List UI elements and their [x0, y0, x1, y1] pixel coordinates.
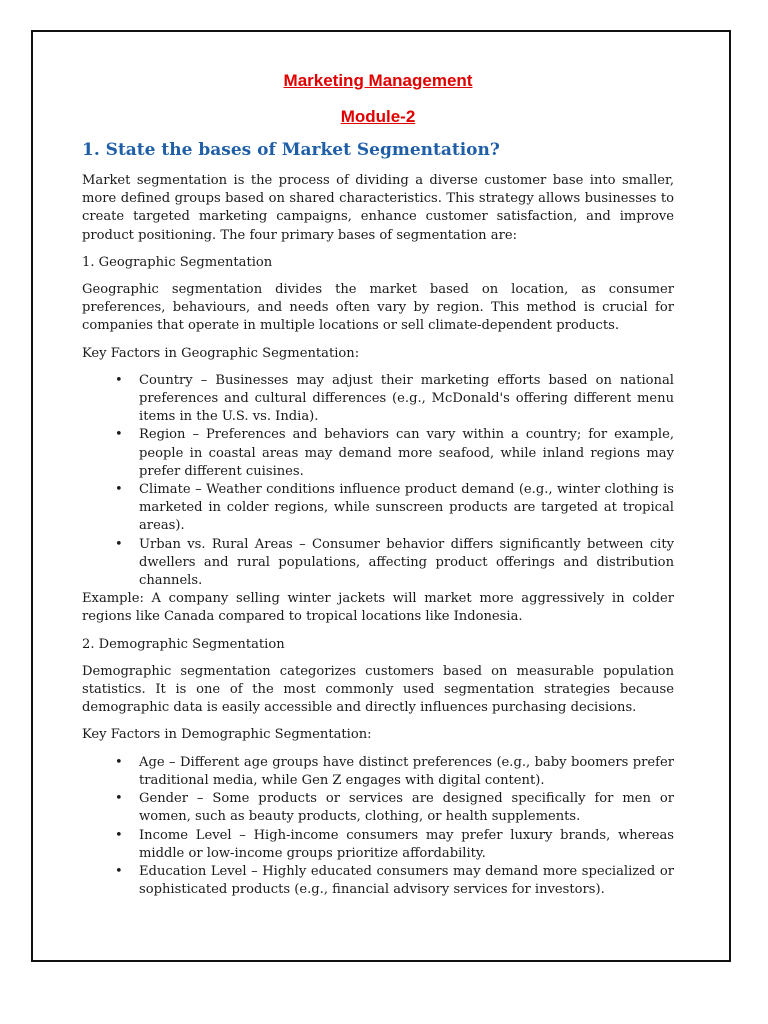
bullet-icon: • — [115, 827, 123, 843]
list-item: • Region – Preferences and behaviors can vary within a country; for example, people in coastal areas may demand more seafood, while inland regions may prefer different cuisines. — [115, 427, 674, 479]
geo-factors-heading: Key Factors in Geographic Segmentation: — [82, 345, 360, 361]
geo-factors-list — [82, 372, 674, 590]
document-title: Marketing Management — [283, 71, 473, 90]
bullet-icon: • — [115, 791, 123, 807]
geo-example: Example: A company selling winter jackets will market more aggressively in colder regions like Canada compared to tropical locations like Indonesia. — [82, 591, 674, 625]
demo-description: Demographic segmentation categorizes customers based on measurable population statistics. It is one of the most commonly used segmentation strategies because demographic data is easily accessible and directly influences purchasing decisions. — [82, 663, 674, 716]
document-body — [82, 68, 674, 899]
list-item: • Climate – Weather conditions influence product demand (e.g., winter clothing is marketed in colder regions, while sunscreen products are targeted at tropical areas). — [115, 482, 674, 534]
intro-paragraph: Market segmentation is the process of dividing a diverse customer base into smaller, more defined groups based on shared characteristics. This strategy allows businesses to create targeted marketing campaigns, enhance customer satisfaction, and improve product positioning. The four primary bases of segmentation are: — [82, 173, 674, 243]
list-item: • Gender – Some products or services are designed specifically for men or women, such as beauty products, clothing, or health supplements. — [115, 791, 674, 825]
bullet-icon: • — [115, 536, 123, 552]
demo-factors-heading: Key Factors in Demographic Segmentation: — [82, 727, 372, 743]
list-item: • Age – Different age groups have distinct preferences (e.g., baby boomers prefer traditional media, while Gen Z engages with digital content). — [115, 754, 674, 788]
geo-heading: 1. Geographic Segmentation — [82, 254, 273, 270]
list-item: • Urban vs. Rural Areas – Consumer behavior differs significantly between city dwellers and rural populations, affecting product offerings and distribution channels. — [115, 536, 674, 589]
list-item: • Country – Businesses may adjust their marketing efforts based on national preferences and cultural differences (e.g., McDonald's offering different menu items in the U.S. vs. India). — [115, 372, 674, 425]
demo-heading: 2. Demographic Segmentation — [82, 636, 285, 652]
module-title: Module-2 — [340, 107, 416, 126]
bullet-icon: • — [115, 427, 123, 443]
geo-description: Geographic segmentation divides the market based on location, as consumer preferences, behaviours, and needs often vary by region. This method is crucial for companies that operate in multiple locations or sell climate-dependent products. — [82, 282, 674, 334]
bullet-icon: • — [115, 482, 123, 498]
list-item: • Income Level – High-income consumers may prefer luxury brands, whereas middle or low-income groups prioritize affordability. — [115, 827, 674, 861]
question-heading: 1. State the bases of Market Segmentation? — [82, 140, 500, 160]
list-item: • Education Level – Highly educated consumers may demand more specialized or sophisticated products (e.g., financial advisory services for investors). — [115, 863, 674, 898]
bullet-icon: • — [115, 372, 123, 388]
demo-factors-list — [82, 754, 674, 900]
bullet-icon: • — [115, 863, 123, 879]
bullet-icon: • — [115, 754, 123, 770]
